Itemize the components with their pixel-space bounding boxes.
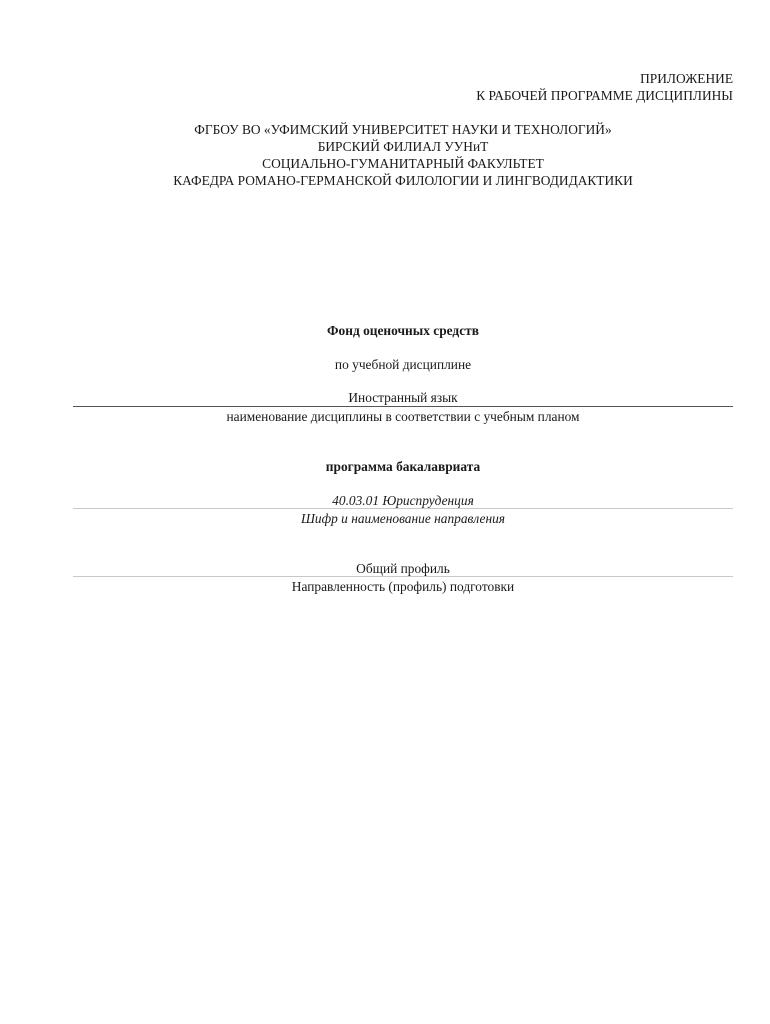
discipline-caption: наименование дисциплины в соответствии с учебным планом	[226, 409, 580, 424]
discipline-value: Иностранный язык	[348, 390, 458, 405]
direction-value: 40.03.01 Юриспруденция	[332, 493, 474, 508]
department-name: КАФЕДРА РОМАНО-ГЕРМАНСКОЙ ФИЛОЛОГИИ И ЛИНГВОДИДАКТИКИ	[173, 173, 633, 188]
direction-underline	[73, 508, 733, 509]
profile-value: Общий профиль	[356, 561, 450, 576]
document-subtitle: по учебной дисциплине	[334, 357, 472, 372]
profile-caption: Направленность (профиль) подготовки	[291, 579, 515, 594]
organization-header	[0, 121, 770, 189]
appendix-line-2: К РАБОЧЕЙ ПРОГРАММЕ ДИСЦИПЛИНЫ	[476, 88, 733, 103]
document-title: Фонд оценочных средств	[327, 323, 479, 338]
direction-caption: Шифр и наименование направления	[300, 511, 506, 526]
discipline-underline	[73, 406, 733, 407]
branch-name: БИРСКИЙ ФИЛИАЛ УУНиТ	[317, 139, 489, 154]
profile-underline	[73, 576, 733, 577]
organization-name: ФГБОУ ВО «УФИМСКИЙ УНИВЕРСИТЕТ НАУКИ И ТЕХНОЛОГИЙ»	[194, 122, 612, 137]
appendix-line-1: ПРИЛОЖЕНИЕ	[640, 71, 733, 86]
faculty-name: СОЦИАЛЬНО-ГУМАНИТАРНЫЙ ФАКУЛЬТЕТ	[262, 156, 544, 171]
program-type: программа бакалавриата	[325, 459, 481, 474]
appendix-header	[476, 70, 733, 104]
